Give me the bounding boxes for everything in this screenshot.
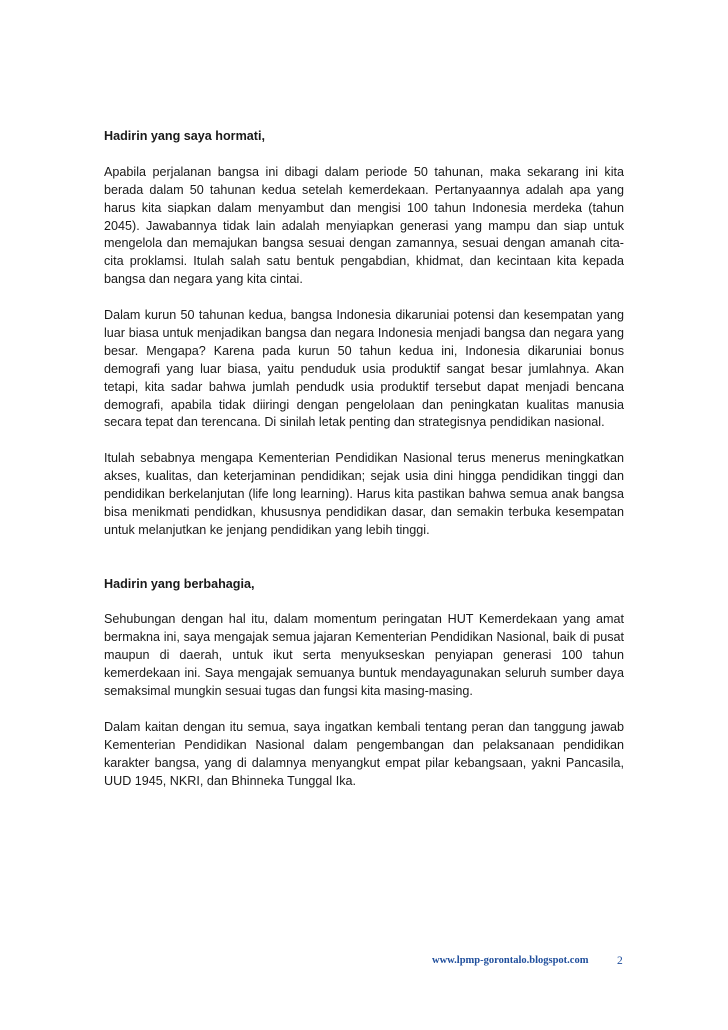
page-number: 2: [617, 955, 623, 967]
page-footer: [0, 955, 728, 973]
spacer: [104, 540, 624, 576]
spacer: [104, 594, 624, 612]
paragraph: Dalam kurun 50 tahunan kedua, bangsa Indonesia dikaruniai potensi dan kesempatan yang luar biasa untuk menjadikan bangsa dan negara Indonesia menjadi bangsa dan negara yang besar. Mengapa? Karena pada kurun 50 tahun kedua ini, Indonesia dikaruniai bonus demografi yang luar biasa, yaitu penduduk usia produktif sangat besar jumlahnya. Akan tetapi, kita sadar bahwa jumlah pendudk usia produktif tersebut dapat menjadi bencana demografi, apabila tidak diiringi dengan pengelolaan dan peningkatan kualitas manusia secara tepat dan terencana. Di sinilah letak penting dan strategisnya pendidikan nasional.: [104, 308, 624, 430]
paragraph: Dalam kaitan dengan itu semua, saya ingatkan kembali tentang peran dan tanggung jawab Kementerian Pendidikan Nasional dalam pengembangan dan pelaksanaan pendidikan karakter bangsa, yang di dalamnya menyangkut empat pilar kebangsaan, yakni Pancasila, UUD 1945, NKRI, dan Bhinneka Tunggal Ika.: [104, 719, 624, 788]
paragraph: Sehubungan dengan hal itu, dalam momentum peringatan HUT Kemerdekaan yang amat bermakna ini, saya mengajak semua jajaran Kementerian Pendidikan Nasional, baik di pusat maupun di daerah, untuk ikut serta menyukseskan penyiapan generasi 100 tahun kemerdekaan ini. Saya mengajak semuanya buntuk mendayagunakan seluruh sumber daya semaksimal mungkin sesuai tugas dan fungsi kita masing-masing.: [104, 612, 624, 699]
spacer: [104, 432, 624, 450]
paragraph: Itulah sebabnya mengapa Kementerian Pendidikan Nasional terus menerus meningkatkan akses, kualitas, dan keterjaminan pendidikan; sejak usia dini hingga pendidikan tinggi dan pendidikan berkelanjutan (life long learning). Harus kita pastikan bahwa semua anak bangsa bisa menikmati pendidkan, khususnya pendidikan dasar, dan semakin terbuka kesempatan untuk melanjutkan ke jenjang pendidikan yang lebih tinggi.: [104, 451, 624, 537]
paragraph: Apabila perjalanan bangsa ini dibagi dalam periode 50 tahunan, maka sekarang ini kita berada dalam 50 tahunan kedua setelah kemerdekaan. Pertanyaannya adalah apa yang harus kita siapkan dalam menyambut dan mengisi 100 tahun Indonesia merdeka (tahun 2045). Jawabannya tidak lain adalah menyiapkan generasi yang mampu dan siap untuk mengelola dan memajukan bangsa sesuai dengan zamannya, sesuai dengan amanah cita-cita proklamsi. Itulah salah satu bentuk pengabdian, khidmat, dan kecintaan kita kepada bangsa dan negara yang kita cintai.: [104, 164, 624, 287]
section-heading: Hadirin yang berbahagia,: [104, 576, 255, 591]
document-body: [104, 128, 624, 790]
spacer: [104, 701, 624, 719]
footer-url-link[interactable]: www.lpmp-gorontalo.blogspot.com: [432, 955, 589, 966]
section-heading: Hadirin yang saya hormati,: [104, 129, 265, 143]
spacer: [104, 289, 624, 307]
spacer: [104, 146, 624, 164]
